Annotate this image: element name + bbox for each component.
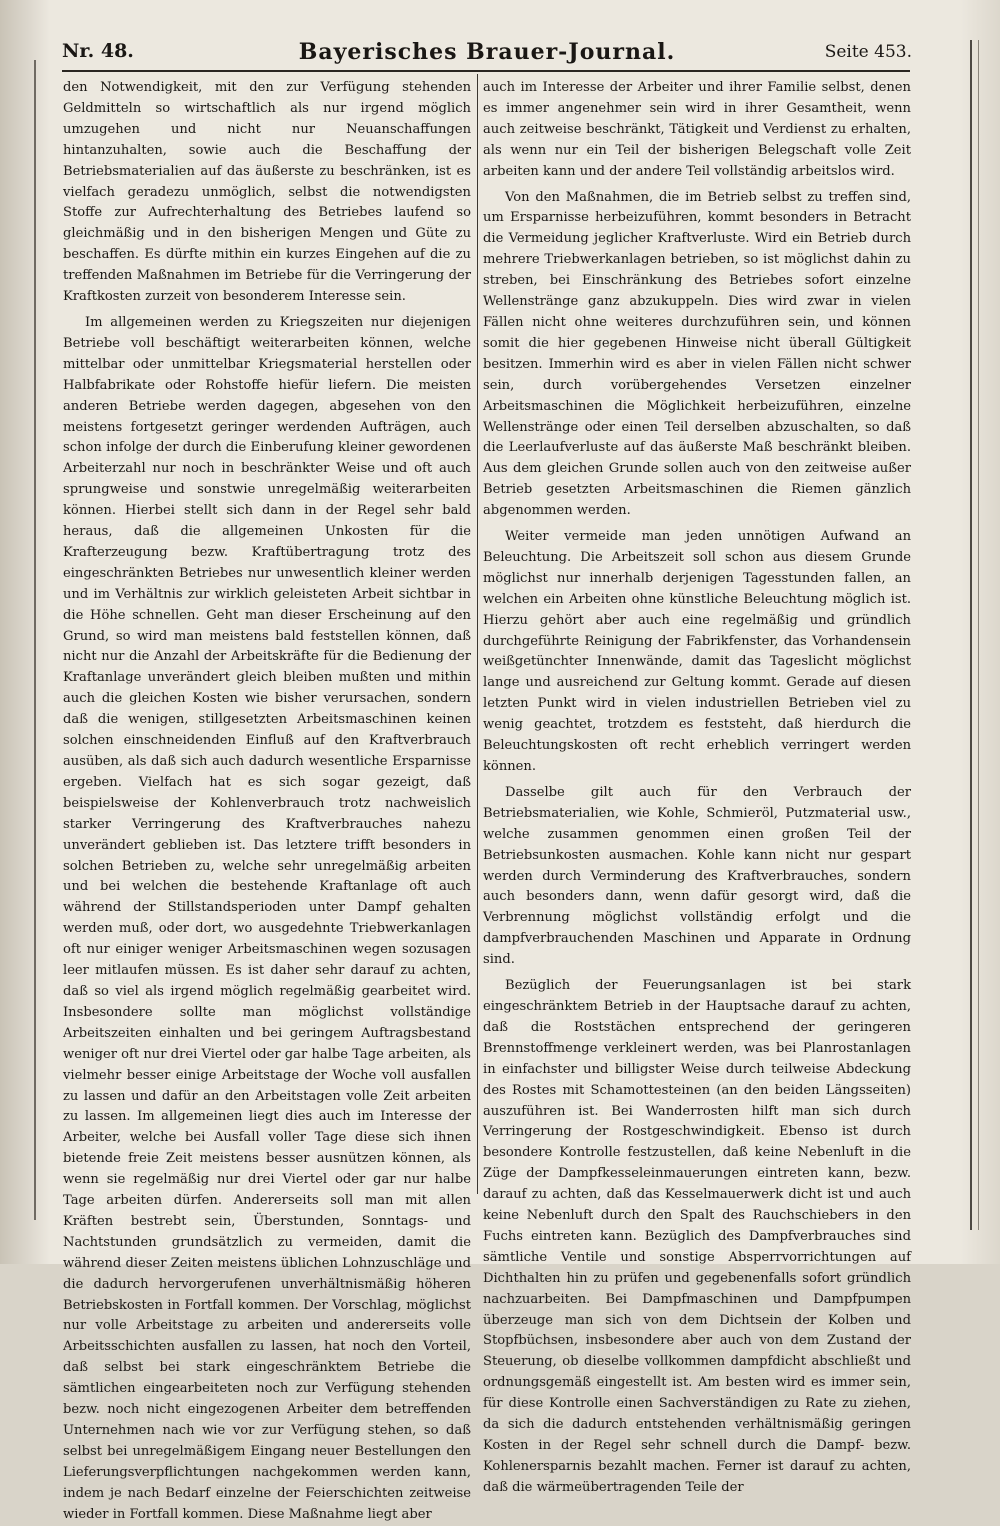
- page-edge-rule-thin: [978, 40, 979, 1230]
- header-rule: [62, 70, 910, 72]
- page-edge-rule: [970, 40, 972, 1230]
- paragraph: Bezüglich der Feuerungsanlagen ist bei stark eingeschränktem Betrieb in der Hauptsache darauf zu achten, daß die Roststächen entsprechend der geringeren Brennstoffmenge verkleinert werden, was bei Planrostanlagen in einfachster und billigster Weise durch teilweise Abdeckung des Rostes mit Schamottesteinen (an den beiden Längsseiten) auszuführen ist. Bei Wanderrosten hilft man sich durch Verringerung der Rostgeschwindigkeit. Ebenso ist durch besondere Kontrolle festzustellen, daß keine Nebenluft in die Züge der Dampfkesseleinmauerungen eintreten kann, bezw. darauf zu achten, daß das Kesselmauerwerk dicht ist und auch keine Nebenluft durch den Spalt des Rauchschiebers in den Fuchs eintreten kann. Bezüglich des Dampfverbrauches sind sämtliche Ventile und sonstige Absperrvorrichtungen auf Dichthalten hin zu prüfen und gegebenenfalls sofort gründlich nachzuarbeiten. Bei Dampfmaschinen und Dampfpumpen überzeuge man sich von dem Dichtsein der Kolben und Stopfbüchsen, insbesondere aber auch von dem Zustand der Steuerung, ob dieselbe vollkommen dampfdicht abschließt und ordnungsgemäß eingestellt ist. Am besten wird es immer sein, für diese Kontrolle einen Sachverständigen zu Rate zu ziehen, da sich die dadurch entstehenden verhältnismäßig geringen Kosten in der Regel sehr schnell durch die Dampf- bezw. Kohlenersparnis bezahlt machen. Ferner ist darauf zu achten, daß die wärmeübertragenden Teile der: [483, 978, 911, 1495]
- page-header: [62, 40, 912, 70]
- journal-title: Bayerisches Brauer-Journal.: [298, 39, 676, 65]
- left-column: [63, 78, 471, 1522]
- issue-number: Nr. 48.: [62, 40, 134, 62]
- page-right-edge: [960, 0, 1000, 1264]
- paragraph: den Notwendigkeit, mit den zur Verfügung stehenden Geldmitteln so wirtschaftlich als nur irgend möglich umzugehen und nicht nur Neuanschaffungen hintanzuhalten, sowie auch die Beschaffung der Betriebsmaterialien auf das äußerste zu beschränken, ist es vielfach geradezu unmöglich, selbst die notwendigsten Stoffe zur Aufrechterhaltung des Betriebes laufend so gleichmäßig und in den bisherigen Mengen und Güte zu beschaffen. Es dürfte mithin ein kurzes Eingehen auf die zu treffenden Maßnahmen im Betriebe für die Verringerung der Kraftkosten zurzeit von besonderem Interesse sein.: [63, 80, 471, 305]
- column-divider: [477, 74, 478, 1194]
- paragraph: Von den Maßnahmen, die im Betrieb selbst zu treffen sind, um Ersparnisse herbeizuführen, kommt besonders in Betracht die Vermeidung jeglicher Kraftverluste. Wird ein Betrieb durch mehrere Triebwerkanlagen betrieben, so ist möglichst dahin zu streben, bei Einschränkung des Betriebes sofort einzelne Wellenstränge ganz abzukuppeln. Dies wird zwar in vielen Fällen nicht ohne weiteres durchzuführen sein, und können somit die hier gegebenen Hinweise nicht überall Gültigkeit besitzen. Immerhin wird es aber in vielen Fällen nicht schwer sein, durch vorübergehendes Versetzen einzelner Arbeitsmaschinen die Möglichkeit herbeizuführen, einzelne Wellenstränge oder einen Teil derselben abzuschalten, so daß die Leerlaufverluste auf das äußerste Maß beschränkt bleiben. Aus dem gleichen Grunde sollen auch von den zeitweise außer Betrieb gesetzten Arbeitsmaschinen die Riemen gänzlich abgenommen werden.: [483, 189, 911, 519]
- paragraph: Dasselbe gilt auch für den Verbrauch der Betriebsmaterialien, wie Kohle, Schmieröl, Putzmaterial usw., welche zusammen genommen einen großen Teil der Betriebsunkosten ausmachen. Kohle kann nicht nur gespart werden durch Verminderung des Kraftverbrauches, sondern auch besonders dann, wenn dafür gesorgt wird, daß die Verbrennung möglichst vollständig erfolgt und die dampfverbrauchenden Maschinen und Apparate in Ordnung sind.: [483, 784, 911, 968]
- page-number: Seite 453.: [824, 42, 912, 62]
- right-column: [483, 78, 911, 1495]
- paragraph: Im allgemeinen werden zu Kriegszeiten nur diejenigen Betriebe voll beschäftigt weiterarbeiten können, welche mittelbar oder unmittelbar Kriegsmaterial herstellen oder Halbfabrikate oder Rohstoffe hiefür liefern. Die meisten anderen Betriebe werden dagegen, abgesehen von den meistens fortgesetzt geringer werdenden Aufträgen, auch schon infolge der durch die Einberufung kleiner gewordenen Arbeiterzahl nur noch in beschränkter Weise und oft auch sprungweise und sonstwie unregelmäßig weiterarbeiten können. Hierbei stellt sich dann in der Regel sehr bald heraus, daß die allgemeinen Unkosten für die Krafterzeugung bezw. Kraftübertragung trotz des eingeschränkten Betriebes nur unwesentlich kleiner werden und im Verhältnis zur wirklich geleisteten Arbeit sichtbar in die Höhe schnellen. Geht man dieser Erscheinung auf den Grund, so wird man meistens bald feststellen können, daß nicht nur die Anzahl der Arbeitskräfte für die Bedienung der Kraftanlage unverändert gleich bleiben mußten und mithin auch die gleichen Kosten wie bisher verursachen, sondern daß die wenigen, stillgesetzten Arbeitsmaschinen keinen solchen einschneidenden Einfluß auf den Kraftverbrauch ausüben, als daß sich auch dadurch wesentliche Ersparnisse ergeben. Vielfach hat es sich sogar gezeigt, daß beispielsweise der Kohlenverbrauch trotz nachweislich starker Verringerung des Kraftverbrauches nahezu unverändert geblieben ist. Das letztere trifft besonders in solchen Betrieben zu, welche sehr unregelmäßig arbeiten und bei welchen die bestehende Kraftanlage oft auch während der Stillstandsperioden unter Dampf gehalten werden muß, oder dort, wo ausgedehnte Triebwerkanlagen oft nur einiger weniger Arbeitsmaschinen wegen sozusagen leer mitlaufen müssen. Es ist daher sehr darauf zu achten, daß so viel als irgend möglich regelmäßig gearbeitet wird. Insbesondere sollte man möglichst vollständige Arbeitszeiten einhalten und bei geringem Auftragsbestand weniger oft nur drei Viertel oder gar halbe Tage arbeiten, als vielmehr besser einige Arbeitstage der Woche voll ausfallen zu lassen und dafür an den Arbeitstagen volle Zeit arbeiten zu lassen. Im allgemeinen liegt dies auch im Interesse der Arbeiter, welche bei Ausfall voller Tage diese sich ihnen bietende freie Zeit meistens besser ausnützen können, als wenn sie regelmäßig nur drei Viertel oder gar nur halbe Tage arbeiten dürfen. Andererseits soll man mit allen Kräften bestrebt sein, Überstunden, Sonntags- und Nachtstunden grundsätzlich zu vermeiden, damit die während dieser Zeiten meistens üblichen Lohnzuschläge und die dadurch hervorgerufenen unverhältnismäßig höheren Betriebskosten in Fortfall kommen. Der Vorschlag, möglichst nur volle Arbeitstage zu arbeiten und andererseits volle Arbeitsschichten ausfallen zu lassen, hat noch den Vorteil, daß selbst bei stark eingeschränktem Betriebe die sämtlichen eingearbeiteten noch zur Verfügung stehenden bezw. noch nicht eingezogenen Arbeiter dem betreffenden Unternehmen nach wie vor zur Verfügung stehen, so daß selbst bei unregelmäßigem Eingang neuer Bestellungen den Lieferungsverpflichtungen nachgekommen werden kann, indem je nach Bedarf einzelne der Feierschichten zeitweise wieder in Fortfall kommen. Diese Maßnahme liegt aber: [63, 314, 471, 1522]
- binding-gutter: [0, 0, 50, 1264]
- binding-edge: [34, 60, 36, 1220]
- paragraph: Weiter vermeide man jeden unnötigen Aufwand an Beleuchtung. Die Arbeitszeit soll schon aus diesem Grunde möglichst nur innerhalb derjenigen Tagesstunden fallen, an welchen ein Arbeiten ohne künstliche Beleuchtung möglich ist. Hierzu gehört aber auch eine regelmäßig und gründlich durchgeführte Reinigung der Fabrikfenster, das Vorhandensein weißgetünchter Innenwände, damit das Tageslicht möglichst lange und ausreichend zur Geltung kommt. Gerade auf diesen letzten Punkt wird in vielen industriellen Betrieben viel zu wenig geachtet, trotzdem es feststeht, daß hierdurch die Beleuchtungskosten oft recht erheblich verringert werden können.: [483, 529, 911, 774]
- paragraph: auch im Interesse der Arbeiter und ihrer Familie selbst, denen es immer angenehmer sein wird in ihrer Gesamtheit, wenn auch zeitweise beschränkt, Tätigkeit und Verdienst zu erhalten, als wenn nur ein Teil der bisherigen Belegschaft volle Zeit arbeiten kann und der andere Teil vollständig arbeitslos wird.: [483, 80, 911, 179]
